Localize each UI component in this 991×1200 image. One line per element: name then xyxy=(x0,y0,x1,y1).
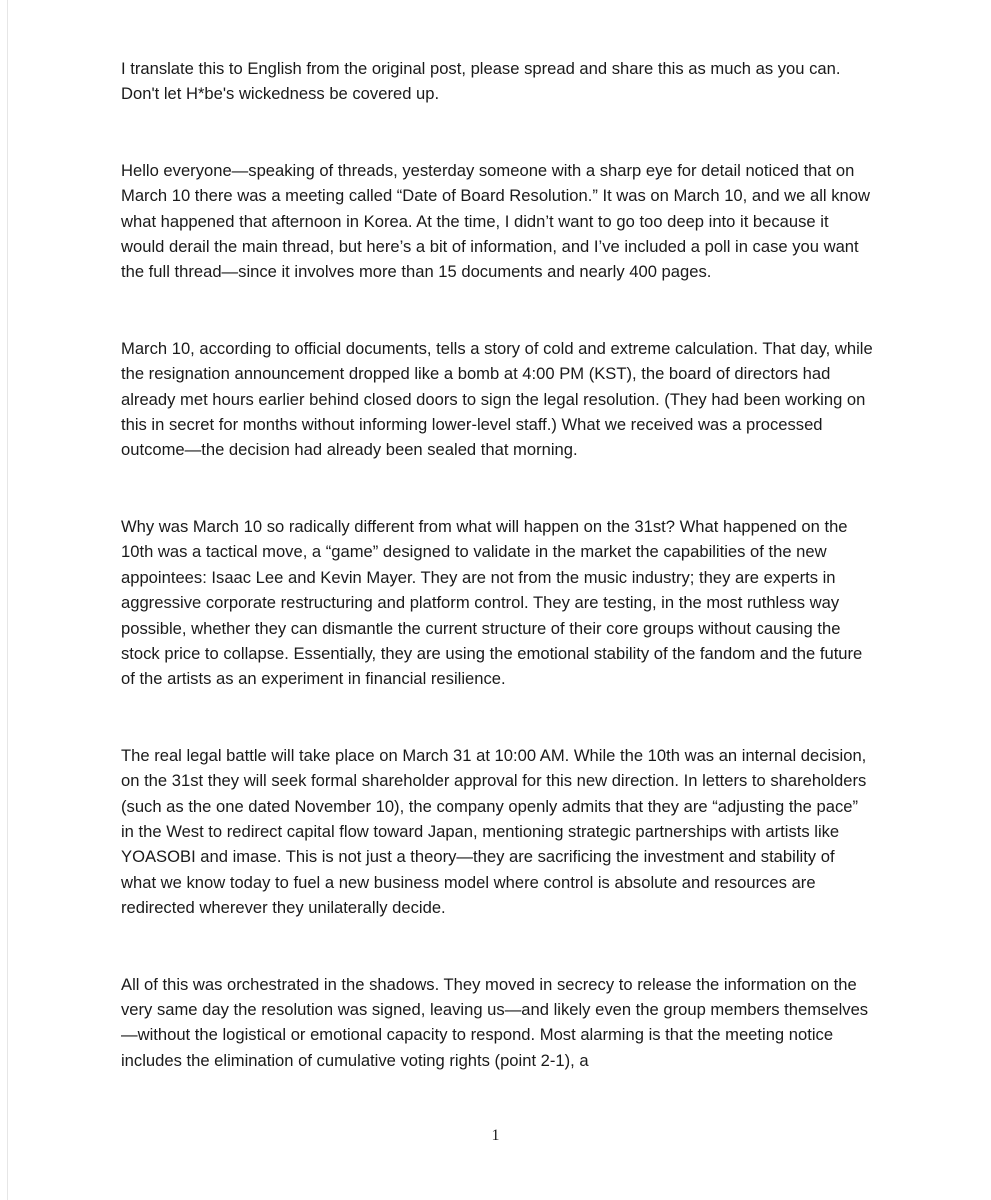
paragraph-legal-battle: The real legal battle will take place on March 31 at 10:00 AM. While the 10th was an internal decision, on the 31st they will seek formal shareholder approval for this new direction. In letters to shareholders (such as the one dated November 10), the company openly admits that they are “adjusting the pace” in the West to redirect capital flow toward Japan, mentioning strategic partnerships with artists like YOASOBI and imase. This is not just a theory—they are sacrificing the investment and stability of what we know today to fuel a new business model where control is absolute and resources are redirected wherever they unilaterally decide. xyxy=(121,745,867,918)
page-number: 1 xyxy=(491,1127,500,1144)
paragraph-march-10: March 10, according to official documents, tells a story of cold and extreme calculation. That day, while the resignation announcement dropped like a bomb at 4:00 PM (KST), the board of directors had already met hours earlier behind closed doors to sign the legal resolution. (They had been working on this in secret for months without informing lower-level staff.) What we received was a processed outcome—the decision had already been sealed that morning. xyxy=(121,338,873,460)
document-body xyxy=(121,56,873,1073)
paragraph-intro: I translate this to English from the original post, please spread and share this as much as you can. Don't let H*be's wickedness be covered up. xyxy=(121,59,841,104)
paragraph-tactical-move: Why was March 10 so radically different from what will happen on the 31st? What happened on the 10th was a tactical move, a “game” designed to validate in the market the capabilities of the new appointees: Isaac Lee and Kevin Mayer. They are not from the music industry; they are experts in aggressive corporate restructuring and platform control. They are testing, in the most ruthless way possible, whether they can dismantle the current structure of their core groups without causing the stock price to collapse. Essentially, they are using the emotional stability of the fandom and the future of the artists as an experiment in financial resilience. xyxy=(121,516,863,689)
paragraph-shadows: All of this was orchestrated in the shadows. They moved in secrecy to release the information on the very same day the resolution was signed, leaving us—and likely even the group members themselves—without the logistical or emotional capacity to respond. Most alarming is that the meeting notice includes the elimination of cumulative voting rights (point 2-1), a xyxy=(121,974,869,1070)
paragraph-board-resolution: Hello everyone—speaking of threads, yesterday someone with a sharp eye for detail noticed that on March 10 there was a meeting called “Date of Board Resolution.” It was on March 10, and we all know what happened that afternoon in Korea. At the time, I didn’t want to go too deep into it because it would derail the main thread, but here’s a bit of information, and I’ve included a poll in case you want the full thread—since it involves more than 15 documents and nearly 400 pages. xyxy=(121,160,870,282)
page-edge xyxy=(7,0,8,1200)
